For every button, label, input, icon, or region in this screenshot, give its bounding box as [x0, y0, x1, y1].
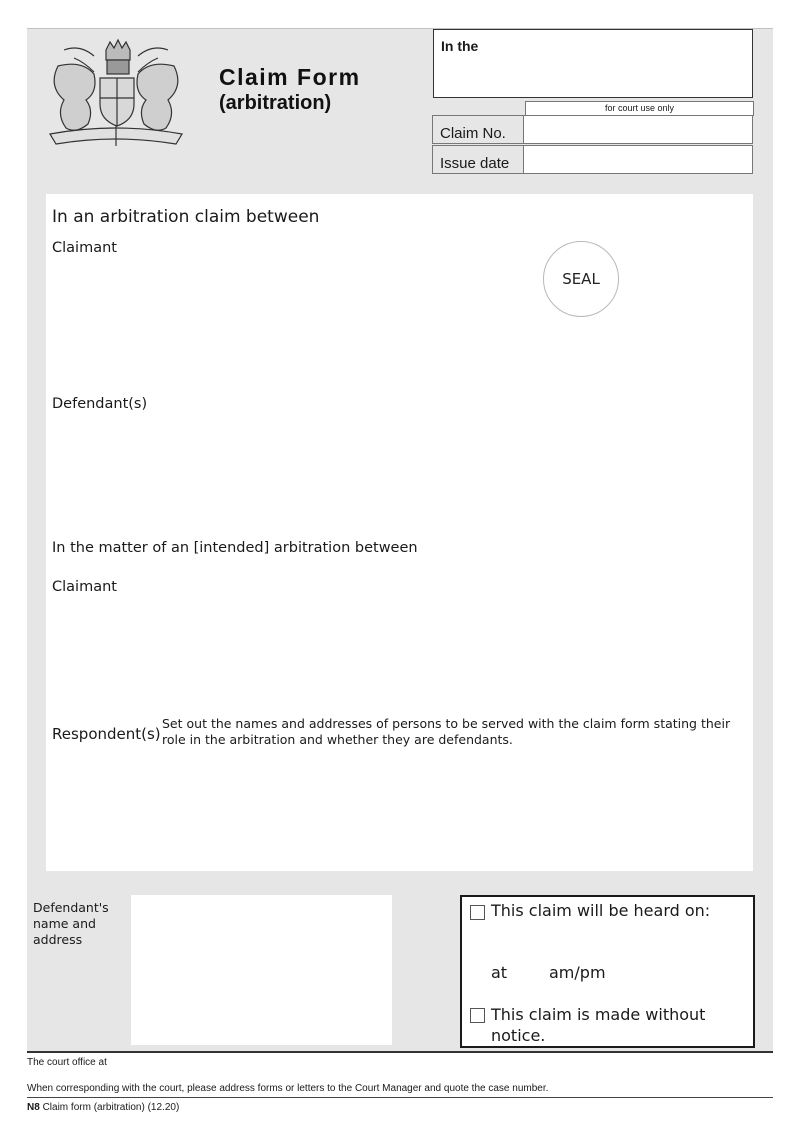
defendants-label: Defendant(s) [52, 396, 148, 412]
defendant-address-field[interactable] [131, 895, 392, 1045]
royal-coat-of-arms-icon [44, 36, 188, 150]
claim-no-label: Claim No. [432, 115, 524, 144]
at-label: at [491, 963, 508, 982]
issue-date-row [432, 145, 753, 174]
heard-on-checkbox[interactable] [470, 905, 485, 920]
hearing-details-box [460, 895, 755, 1048]
respondents-label: Respondent(s) [52, 725, 161, 743]
ampm-label: am/pm [549, 963, 606, 982]
defendant-address-label: Defendant's name and address [33, 900, 109, 947]
form-code: N8 [27, 1102, 40, 1113]
heard-on-label: This claim will be heard on: [491, 901, 711, 920]
claim-between-heading: In an arbitration claim between [52, 207, 320, 227]
parties-panel[interactable] [46, 194, 753, 871]
issue-date-field[interactable] [524, 145, 753, 174]
court-name-field[interactable] [433, 29, 753, 98]
form-subtitle: (arbitration) [219, 92, 332, 114]
without-notice-label: This claim is made without notice. [491, 1005, 706, 1045]
seal-stamp-area: SEAL [543, 241, 619, 317]
form-title: Claim Form [219, 64, 361, 90]
claimant-2-label: Claimant [52, 579, 117, 595]
court-use-only-label: for court use only [525, 101, 754, 116]
form-name: Claim form (arbitration) (12.20) [42, 1102, 180, 1113]
respondents-instructions: Set out the names and addresses of persons to be served with the claim form stating their role in the arbitration and whether they are defendants. [162, 716, 731, 747]
divider [27, 1051, 773, 1053]
claim-no-field[interactable] [524, 115, 753, 144]
arbitration-matter-heading: In the matter of an [intended] arbitration between [52, 540, 418, 556]
claimant-label: Claimant [52, 240, 117, 256]
without-notice-checkbox[interactable] [470, 1008, 485, 1023]
correspondence-note: When corresponding with the court, please address forms or letters to the Court Manager and quote the case number. [27, 1083, 549, 1094]
in-the-label: In the [441, 38, 479, 54]
issue-date-label: Issue date [432, 145, 524, 174]
court-office-text: The court office at [27, 1057, 107, 1068]
claim-no-row [432, 115, 753, 144]
divider [27, 1097, 773, 1098]
form-reference [27, 1102, 179, 1113]
